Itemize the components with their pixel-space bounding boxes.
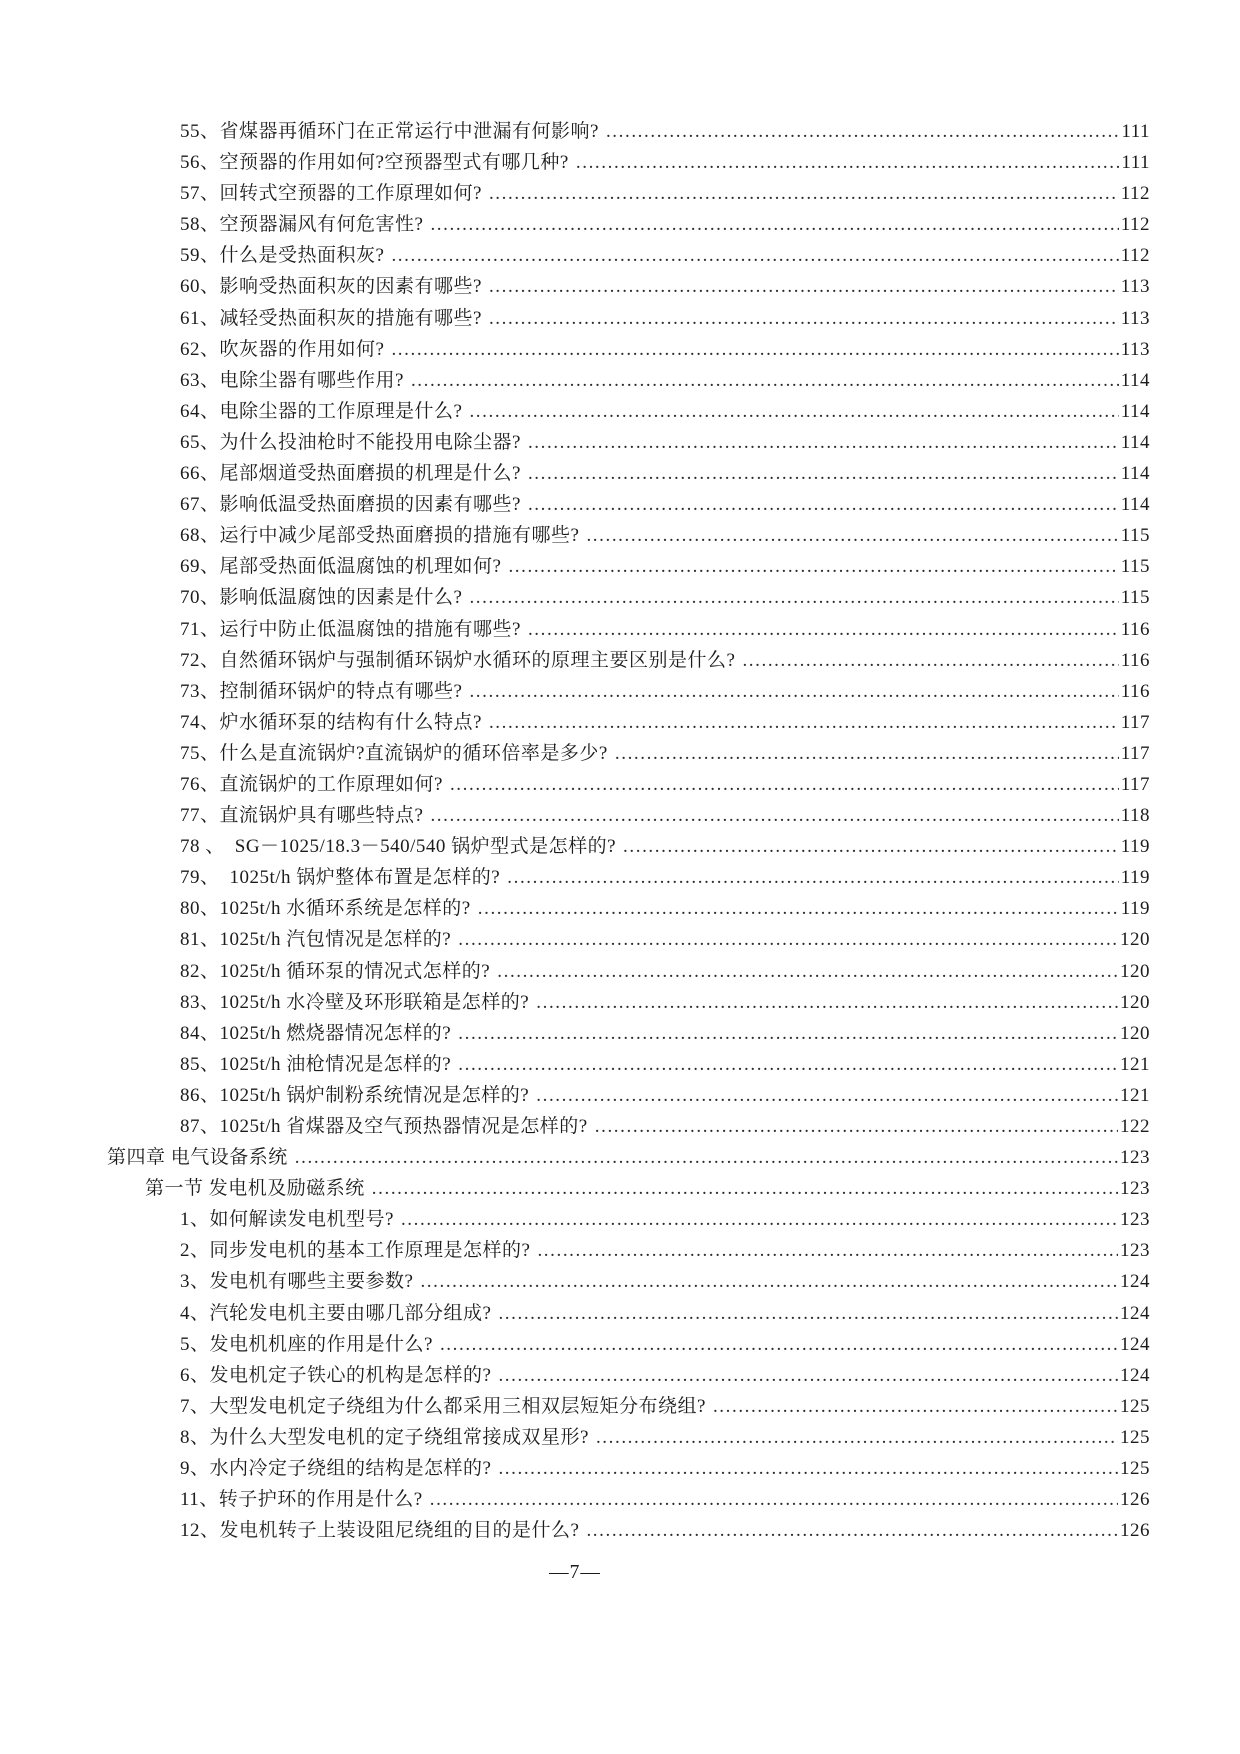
dot-leader xyxy=(391,240,1118,271)
toc-entry-page-number: 112 xyxy=(1120,214,1150,236)
toc-entry-label: 61、减轻受热面积灰的措施有哪些? xyxy=(180,307,482,329)
toc-entry-page-number: 112 xyxy=(1120,245,1150,267)
toc-entry-page-number: 117 xyxy=(1120,711,1150,733)
dot-leader xyxy=(469,676,1118,707)
toc-entry xyxy=(0,1484,1150,1515)
toc-entry xyxy=(0,427,1150,458)
toc-entry-label: 69、尾部受热面低温腐蚀的机理如何? xyxy=(180,556,502,578)
toc-entry xyxy=(0,1173,1150,1204)
page-footer-number: —7— xyxy=(549,1562,601,1584)
toc-entry-page-number: 121 xyxy=(1120,1053,1150,1075)
toc-entry-label: 62、吹灰器的作用如何? xyxy=(180,338,385,360)
toc-entry xyxy=(0,396,1150,427)
toc-entry-page-number: 124 xyxy=(1120,1333,1150,1355)
toc-entry xyxy=(0,1235,1150,1266)
dot-leader xyxy=(430,1484,1118,1515)
toc-entry xyxy=(0,1422,1150,1453)
toc-entry-page-number: 125 xyxy=(1120,1426,1150,1448)
toc-entry xyxy=(0,1018,1150,1049)
toc-entry-label: 56、空预器的作用如何?空预器型式有哪几种? xyxy=(180,152,569,174)
toc-entry-page-number: 119 xyxy=(1120,867,1150,889)
toc-entry-page-number: 114 xyxy=(1120,400,1150,422)
dot-leader xyxy=(489,271,1119,302)
toc-entry xyxy=(0,987,1150,1018)
toc-entry-label: 2、同步发电机的基本工作原理是怎样的? xyxy=(180,1240,531,1262)
dot-leader xyxy=(411,365,1119,396)
toc-entry-page-number: 126 xyxy=(1120,1489,1150,1511)
dot-leader xyxy=(450,769,1119,800)
dot-leader xyxy=(372,1173,1118,1204)
toc-entry xyxy=(0,116,1150,147)
toc-entry xyxy=(0,365,1150,396)
toc-entry-label: 57、回转式空预器的工作原理如何? xyxy=(180,183,482,205)
toc-entry-label: 第四章 电气设备系统 xyxy=(107,1147,288,1169)
toc-entry-page-number: 118 xyxy=(1120,805,1150,827)
toc-entry-label: 84、1025t/h 燃烧器情况怎样的? xyxy=(180,1022,452,1044)
toc-entry-page-number: 119 xyxy=(1120,836,1150,858)
toc-entry-page-number: 125 xyxy=(1120,1395,1150,1417)
toc-entry xyxy=(0,303,1150,334)
toc-entry xyxy=(0,1080,1150,1111)
toc-entry xyxy=(0,1329,1150,1360)
dot-leader xyxy=(478,893,1119,924)
dot-leader xyxy=(498,1453,1118,1484)
dot-leader xyxy=(458,1018,1118,1049)
dot-leader xyxy=(430,209,1118,240)
toc-entry xyxy=(0,676,1150,707)
toc-entry-label: 8、为什么大型发电机的定子绕组常接成双星形? xyxy=(180,1426,589,1448)
toc-entry-page-number: 114 xyxy=(1120,494,1150,516)
toc-entry-page-number: 124 xyxy=(1120,1364,1150,1386)
toc-entry-page-number: 111 xyxy=(1121,121,1150,142)
toc-entry-page-number: 123 xyxy=(1120,1240,1150,1262)
dot-leader xyxy=(576,147,1120,178)
toc-entry-label: 73、控制循环锅炉的特点有哪些? xyxy=(180,680,463,702)
toc-entry-page-number: 115 xyxy=(1120,587,1150,609)
toc-entry xyxy=(0,582,1150,613)
toc-entry xyxy=(0,520,1150,551)
dot-leader xyxy=(507,862,1118,893)
toc-entry-page-number: 119 xyxy=(1120,898,1150,920)
toc-entry-page-number: 114 xyxy=(1120,463,1150,485)
toc-entry-page-number: 120 xyxy=(1120,960,1150,982)
toc-entry-label: 7、大型发电机定子绕组为什么都采用三相双层短矩分布绕组? xyxy=(180,1395,706,1417)
toc-entry-page-number: 121 xyxy=(1120,1084,1150,1106)
dot-leader xyxy=(295,1142,1118,1173)
toc-entry-label: 59、什么是受热面积灰? xyxy=(180,245,385,267)
toc-entry-label: 80、1025t/h 水循环系统是怎样的? xyxy=(180,898,471,920)
toc-entry-label: 81、1025t/h 汽包情况是怎样的? xyxy=(180,929,452,951)
toc-entry xyxy=(0,1298,1150,1329)
dot-leader xyxy=(606,116,1119,147)
toc-entry xyxy=(0,893,1150,924)
toc-entry-label: 11、转子护环的作用是什么? xyxy=(180,1489,423,1511)
dot-leader xyxy=(623,831,1119,862)
toc-entry-label: 55、省煤器再循环门在正常运行中泄漏有何影响? xyxy=(180,121,599,142)
dot-leader xyxy=(536,987,1118,1018)
toc-entry-label: 9、水内冷定子绕组的结构是怎样的? xyxy=(180,1458,492,1480)
toc-entry-page-number: 120 xyxy=(1120,1022,1150,1044)
toc-entry xyxy=(0,956,1150,987)
toc-entry-label: 58、空预器漏风有何危害性? xyxy=(180,214,424,236)
toc-entry-page-number: 116 xyxy=(1120,649,1150,671)
toc-entry-page-number: 124 xyxy=(1120,1271,1150,1293)
toc-entry-label: 3、发电机有哪些主要参数? xyxy=(180,1271,414,1293)
dot-leader xyxy=(586,1515,1118,1546)
toc-entry-label: 64、电除尘器的工作原理是什么? xyxy=(180,400,463,422)
dot-leader xyxy=(537,1235,1118,1266)
toc-entry-page-number: 116 xyxy=(1120,618,1150,640)
toc-entry xyxy=(0,1266,1150,1297)
toc-entry-page-number: 115 xyxy=(1120,556,1150,578)
toc-entry-label: 1、如何解读发电机型号? xyxy=(180,1209,394,1231)
dot-leader xyxy=(508,551,1118,582)
dot-leader xyxy=(595,1111,1118,1142)
dot-leader xyxy=(489,303,1119,334)
toc-entry-page-number: 120 xyxy=(1120,929,1150,951)
toc-entry-label: 12、发电机转子上装设阻尼绕组的目的是什么? xyxy=(180,1520,580,1542)
dot-leader xyxy=(489,178,1119,209)
dot-leader xyxy=(615,738,1119,769)
toc-entry-page-number: 117 xyxy=(1120,773,1150,795)
dot-leader xyxy=(469,396,1118,427)
dot-leader xyxy=(420,1266,1118,1297)
dot-leader xyxy=(742,645,1118,676)
toc-entry-label: 83、1025t/h 水冷壁及环形联箱是怎样的? xyxy=(180,991,530,1013)
toc-entry-label: 60、影响受热面积灰的因素有哪些? xyxy=(180,276,482,298)
toc-entry xyxy=(0,707,1150,738)
toc-entry xyxy=(0,738,1150,769)
toc-entry xyxy=(0,334,1150,365)
dot-leader xyxy=(528,614,1119,645)
toc-entry-label: 6、发电机定子铁心的机构是怎样的? xyxy=(180,1364,492,1386)
toc-entry-label: 74、炉水循环泵的结构有什么特点? xyxy=(180,711,482,733)
dot-leader xyxy=(489,707,1119,738)
toc-entry xyxy=(0,614,1150,645)
toc-entry xyxy=(0,924,1150,955)
toc-entry xyxy=(0,1391,1150,1422)
dot-leader xyxy=(528,427,1119,458)
toc-entry-label: 87、1025t/h 省煤器及空气预热器情况是怎样的? xyxy=(180,1116,588,1137)
toc-entry-page-number: 113 xyxy=(1120,307,1150,329)
toc-entry-label: 82、1025t/h 循环泵的情况式怎样的? xyxy=(180,960,491,982)
toc-entry-label: 67、影响低温受热面磨损的因素有哪些? xyxy=(180,494,521,516)
toc-entry xyxy=(0,645,1150,676)
toc-entry xyxy=(0,1515,1150,1546)
toc-entry-label: 75、什么是直流锅炉?直流锅炉的循环倍率是多少? xyxy=(180,742,608,764)
toc-entry xyxy=(0,862,1150,893)
toc-entry xyxy=(0,1453,1150,1484)
toc-entry-page-number: 113 xyxy=(1120,338,1150,360)
toc-entry xyxy=(0,1204,1150,1235)
toc-entry-label: 63、电除尘器有哪些作用? xyxy=(180,369,404,391)
toc-entry-label: 76、直流锅炉的工作原理如何? xyxy=(180,773,443,795)
toc-entry xyxy=(0,240,1150,271)
toc-entry xyxy=(0,489,1150,520)
toc-entry xyxy=(0,209,1150,240)
toc-entry-page-number: 116 xyxy=(1120,680,1150,702)
toc-entry xyxy=(0,1360,1150,1391)
dot-leader xyxy=(528,458,1119,489)
toc-entry-page-number: 113 xyxy=(1120,276,1150,298)
toc-entry-page-number: 111 xyxy=(1121,152,1150,174)
toc-entry-page-number: 123 xyxy=(1120,1209,1150,1231)
toc-list xyxy=(0,116,1150,1546)
toc-entry-page-number: 126 xyxy=(1120,1520,1150,1542)
dot-leader xyxy=(391,334,1118,365)
toc-entry-page-number: 114 xyxy=(1120,369,1150,391)
dot-leader xyxy=(596,1422,1118,1453)
toc-entry xyxy=(0,1049,1150,1080)
toc-entry-label: 5、发电机机座的作用是什么? xyxy=(180,1333,433,1355)
dot-leader xyxy=(458,924,1118,955)
toc-entry-page-number: 122 xyxy=(1120,1116,1150,1137)
toc-entry-label: 68、运行中减少尾部受热面磨损的措施有哪些? xyxy=(180,525,580,547)
toc-entry-label: 77、直流锅炉具有哪些特点? xyxy=(180,805,424,827)
toc-entry-label: 72、自然循环锅炉与强制循环锅炉水循环的原理主要区别是什么? xyxy=(180,649,736,671)
dot-leader xyxy=(469,582,1118,613)
toc-entry-page-number: 125 xyxy=(1120,1458,1150,1480)
toc-entry-label: 78 、 SG－1025/18.3－540/540 锅炉型式是怎样的? xyxy=(180,836,617,858)
toc-entry-label: 66、尾部烟道受热面磨损的机理是什么? xyxy=(180,463,521,485)
toc-entry-label: 85、1025t/h 油枪情况是怎样的? xyxy=(180,1053,452,1075)
toc-entry xyxy=(0,458,1150,489)
toc-entry-page-number: 124 xyxy=(1120,1302,1150,1324)
toc-entry-page-number: 123 xyxy=(1120,1147,1150,1169)
toc-entry-label: 71、运行中防止低温腐蚀的措施有哪些? xyxy=(180,618,521,640)
toc-entry-label: 86、1025t/h 锅炉制粉系统情况是怎样的? xyxy=(180,1084,530,1106)
dot-leader xyxy=(498,1298,1118,1329)
dot-leader xyxy=(586,520,1118,551)
toc-entry xyxy=(0,800,1150,831)
toc-entry-page-number: 112 xyxy=(1120,183,1150,205)
toc-entry-page-number: 117 xyxy=(1120,742,1150,764)
toc-entry xyxy=(0,1111,1150,1142)
toc-entry-label: 79、 1025t/h 锅炉整体布置是怎样的? xyxy=(180,867,501,889)
toc-entry xyxy=(0,769,1150,800)
dot-leader xyxy=(498,1360,1118,1391)
toc-entry-page-number: 120 xyxy=(1120,991,1150,1013)
toc-entry-label: 65、为什么投油枪时不能投用电除尘器? xyxy=(180,431,521,453)
dot-leader xyxy=(430,800,1118,831)
toc-entry xyxy=(0,831,1150,862)
dot-leader xyxy=(497,956,1118,987)
dot-leader xyxy=(401,1204,1118,1235)
dot-leader xyxy=(458,1049,1118,1080)
toc-entry xyxy=(0,271,1150,302)
toc-entry xyxy=(0,178,1150,209)
dot-leader xyxy=(536,1080,1118,1111)
toc-entry-page-number: 123 xyxy=(1120,1178,1150,1200)
toc-entry-label: 70、影响低温腐蚀的因素是什么? xyxy=(180,587,463,609)
toc-entry-page-number: 114 xyxy=(1120,431,1150,453)
dot-leader xyxy=(713,1391,1118,1422)
toc-entry xyxy=(0,1142,1150,1173)
dot-leader xyxy=(528,489,1119,520)
toc-entry-page-number: 115 xyxy=(1120,525,1150,547)
toc-entry-label: 4、汽轮发电机主要由哪几部分组成? xyxy=(180,1302,492,1324)
toc-entry xyxy=(0,147,1150,178)
toc-entry-label: 第一节 发电机及励磁系统 xyxy=(145,1178,365,1200)
dot-leader xyxy=(440,1329,1118,1360)
toc-entry xyxy=(0,551,1150,582)
